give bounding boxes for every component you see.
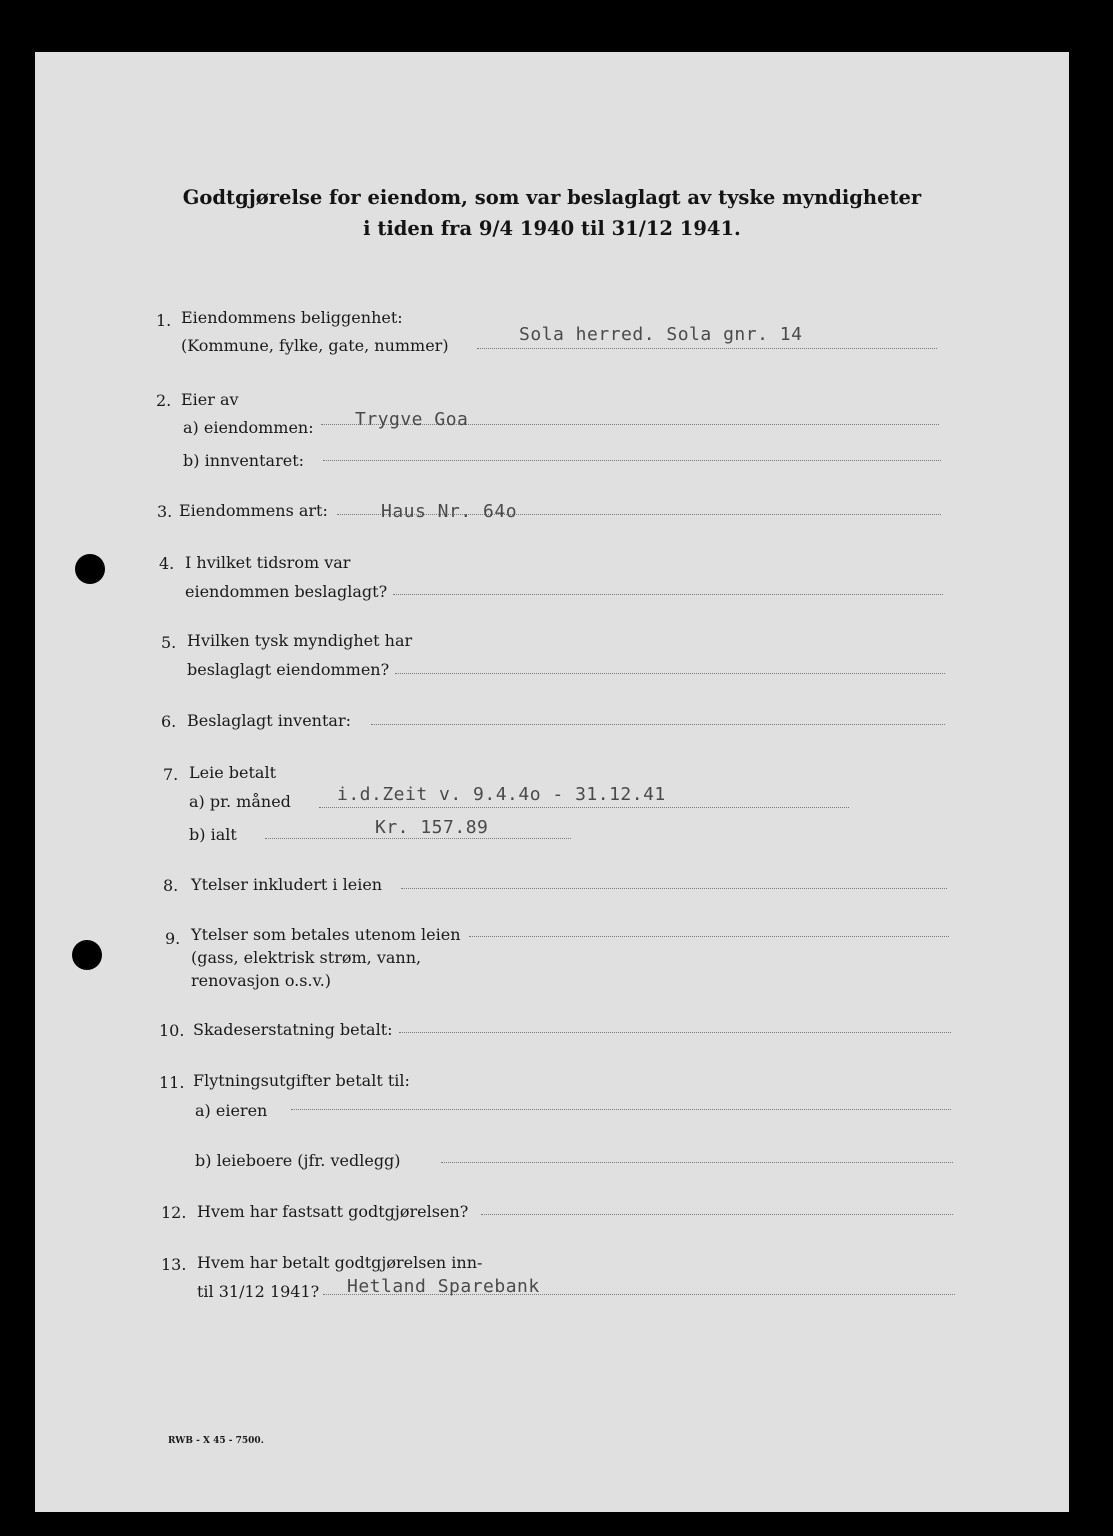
field-11a-line (291, 1109, 951, 1110)
punch-hole-bottom (72, 940, 102, 970)
field-13-number: 13. (161, 1255, 187, 1274)
field-10-label: Skadeserstatning betalt: (193, 1020, 393, 1039)
field-12-label: Hvem har fastsatt godtgjørelsen? (197, 1202, 469, 1221)
field-9-line (469, 936, 949, 937)
field-11-label: Flytningsutgifter betalt til: (193, 1071, 410, 1090)
field-9-number: 9. (165, 929, 181, 948)
field-2b-line (323, 460, 941, 461)
field-4-line (393, 594, 943, 595)
document-title (35, 182, 1069, 244)
field-6-label: Beslaglagt inventar: (187, 711, 351, 730)
field-2a-value[interactable]: Trygve Goa (355, 409, 469, 430)
field-10-line (399, 1032, 951, 1033)
field-11a-label: a) eieren (195, 1101, 268, 1120)
punch-hole-top (75, 554, 105, 584)
field-9-sublabel-2: renovasjon o.s.v.) (191, 971, 332, 990)
title-line-2: i tiden fra 9/4 1940 til 31/12 1941. (363, 217, 741, 240)
field-7a-value[interactable]: i.d.Zeit v. 9.4.4o - 31.12.41 (337, 784, 666, 805)
field-5-line (395, 673, 945, 674)
field-9-sublabel-1: (gass, elektrisk strøm, vann, (191, 948, 422, 967)
field-2a-label: a) eiendommen: (183, 418, 314, 437)
field-7b-value[interactable]: Kr. 157.89 (375, 817, 489, 838)
field-11b-line (441, 1162, 953, 1163)
field-1-line (477, 348, 937, 349)
field-5-number: 5. (161, 633, 177, 652)
field-5-label: Hvilken tysk myndighet har (187, 631, 413, 650)
field-13-label: Hvem har betalt godtgjørelsen inn- (197, 1253, 483, 1272)
field-4-number: 4. (159, 554, 175, 573)
field-13-value[interactable]: Hetland Sparebank (347, 1276, 540, 1297)
field-8-line (401, 888, 947, 889)
field-8-number: 8. (163, 876, 179, 895)
field-3-label: Eiendommens art: (179, 501, 328, 520)
form-sheet (35, 52, 1069, 1512)
field-1-sublabel: (Kommune, fylke, gate, nummer) (181, 336, 449, 355)
field-6-number: 6. (161, 712, 177, 731)
field-7b-label: b) ialt (189, 825, 237, 844)
field-12-number: 12. (161, 1203, 187, 1222)
field-8-label: Ytelser inkludert i leien (191, 875, 383, 894)
field-1-number: 1. (156, 311, 172, 330)
field-9-label: Ytelser som betales utenom leien (191, 925, 461, 944)
field-3-value[interactable]: Haus Nr. 64o (381, 501, 518, 522)
field-7a-label: a) pr. måned (189, 792, 291, 811)
field-5-sublabel: beslaglagt eiendommen? (187, 660, 390, 679)
field-2-number: 2. (156, 391, 172, 410)
field-7-number: 7. (163, 765, 179, 784)
field-7a-line (319, 807, 849, 808)
field-2b-label: b) innventaret: (183, 451, 305, 470)
field-1-label: Eiendommens beliggenhet: (181, 308, 403, 327)
field-12-line (481, 1214, 953, 1215)
field-1-value[interactable]: Sola herred. Sola gnr. 14 (519, 324, 803, 345)
field-10-number: 10. (159, 1021, 185, 1040)
field-3-number: 3. (157, 502, 173, 521)
field-13-sublabel: til 31/12 1941? (197, 1282, 320, 1301)
form-code: RWB - X 45 - 7500. (168, 1436, 264, 1446)
field-11-number: 11. (159, 1073, 185, 1092)
field-7-label: Leie betalt (189, 763, 276, 782)
field-6-line (371, 724, 945, 725)
field-2-label: Eier av (181, 390, 239, 409)
title-line-1: Godtgjørelse for eiendom, som var beslaglagt av tyske myndigheter (182, 186, 922, 209)
field-4-sublabel: eiendommen beslaglagt? (185, 582, 388, 601)
field-4-label: I hvilket tidsrom var (185, 553, 351, 572)
field-11b-label: b) leieboere (jfr. vedlegg) (195, 1151, 401, 1170)
